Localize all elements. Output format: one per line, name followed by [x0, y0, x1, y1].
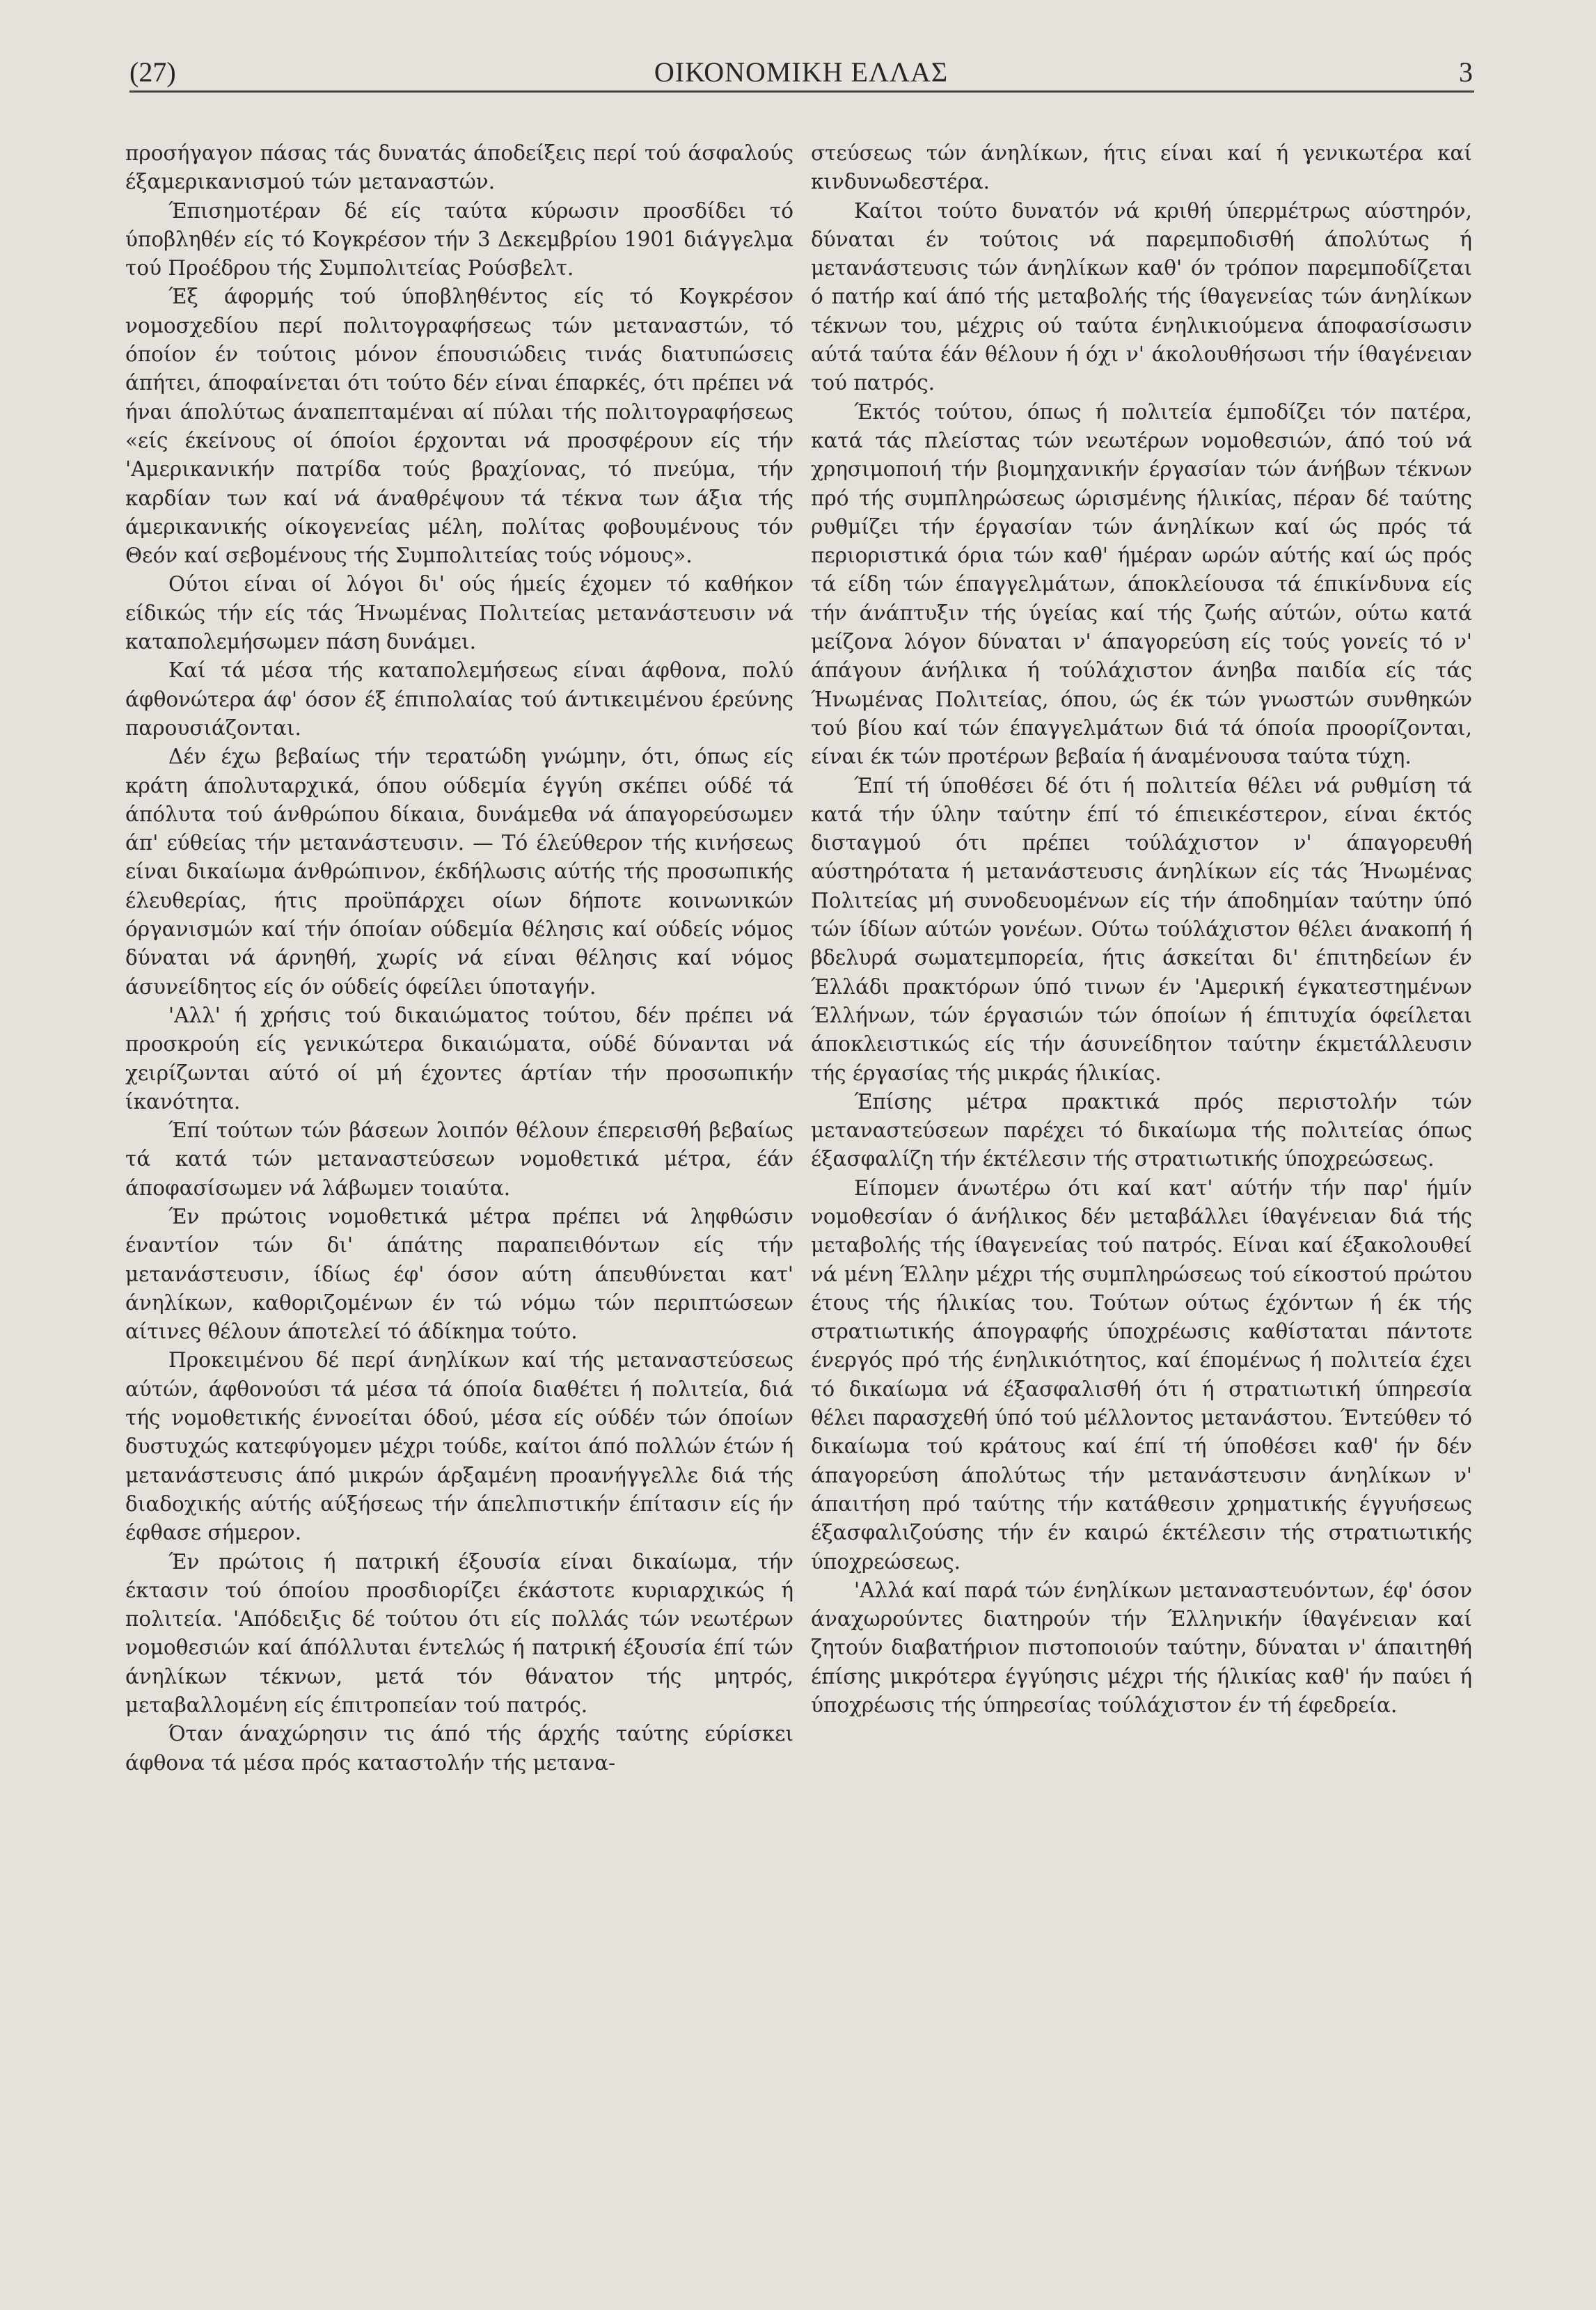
paragraph: Έξ άφορμής τού ύποβληθέντος είς τό Κογκρέσον νομοσχεδίου περί πολιτογραφήσεως τών μεταναστών, τό όποίον έν τούτοις μόνον έπουσιώδεις τινάς διατυπώσεις άπήτει, άποφαίνεται ότι τούτο δέν είναι έπαρκές, ότι πρέπει νά ήναι άπολύτως άναπεπταμέναι αί πύλαι τής πολιτογραφήσεως «είς έκείνους οί όποίοι έρχονται νά προσφέρουν είς τήν 'Αμερικανικήν πατρίδα τούς βραχίονας, τό πνεύμα, τήν καρδίαν των καί νά άναθρέψουν τά τέκνα των άξια τής άμερικανικής οίκογενείας μέλη, πολίτας φοβουμένους τόν Θεόν καί σεβομένους τής Συμπολιτείας τούς νόμους». — [125, 285, 793, 568]
right-column — [811, 139, 1472, 1720]
paragraph: Είπομεν άνωτέρω ότι καί κατ' αύτήν τήν παρ' ήμίν νομοθεσίαν ό άνήλικος δέν μεταβάλλει ίθαγένειαν διά τής μεταβολής τής ίθαγενείας τού πατρός. Είναι καί έξακολουθεί νά μένη Έλλην μέχρι τής συμπληρώσεως τού είκοστού πρώτου έτους τής ήλικίας του. Τούτων ούτως έχόντων ή έκ τής στρατιωτικής άπογραφής ύποχρέωσις καθίσταται πάντοτε ένεργός πρό τής ένηλικιότητος, καί έπομένως ή πολιτεία έχει τό δικαίωμα νά έξασφαλισθή ότι ή στρατιωτική ύπηρεσία θέλει παρασχεθή ύπό τού μέλλοντος μετανάστου. Έντεύθεν τό δικαίωμα τού κράτους καί έπί τή ύποθέσει καθ' ήν δέν άπαγορεύση άπολύτως τήν μετανάστευσιν άνηλίκων ν' άπαιτήση πρό ταύτης τήν κατάθεσιν χρηματικής έγγυήσεως έξασφαλιζούσης τήν έν καιρώ έκτέλεσιν τής στρατιωτικής ύποχρεώσεως. — [811, 1176, 1472, 1574]
paragraph: 'Αλλά καί παρά τών ένηλίκων μεταναστευόντων, έφ' όσον άναχωρούντες διατηρούν τήν Έλληνικήν ίθαγένειαν καί ζητούν διαβατήριον πιστοποιούν ταύτην, δύναται ν' άπαιτηθή έπίσης μικρότερα έγγύησις μέχρι τής ήλικίας καθ' ήν παύει ή ύποχρέωσις τής ύπηρεσίας τούλάχιστον έν τή έφεδρεία. — [811, 1578, 1472, 1718]
paragraph: Έν πρώτοις νομοθετικά μέτρα πρέπει νά ληφθώσιν έναντίον τών δι' άπάτης παραπειθόντων είς τήν μετανάστευσιν, ίδίως έφ' όσον αύτη άπευθύνεται κατ' άνηλίκων, καθοριζομένων έν τώ νόμω τών περιπτώσεων αίτινες θέλουν άποτελεί τό άδίκημα τούτο. — [125, 1204, 793, 1344]
left-column — [125, 139, 793, 1778]
paragraph: Προκειμένου δέ περί άνηλίκων καί τής μεταναστεύσεως αύτών, άφθονούσι τά μέσα τά όποία διαθέτει ή πολιτεία, διά τής νομοθετικής έννοείται όδού, μέσα είς ούδέν τών όποίων δυστυχώς κατεφύγομεν μέχρι τούδε, καίτοι άπό πολλών έτών ή μετανάστευσις άπό μικρών άρξαμένη προανήγγελλε διά τής διαδοχικής αύτής αύξήσεως τήν άπελπιστικήν έπίτασιν είς ήν έφθασε σήμερον. — [125, 1348, 793, 1545]
page-number: 3 — [1459, 56, 1473, 88]
page-header — [129, 50, 1473, 92]
paragraph: Έκτός τούτου, όπως ή πολιτεία έμποδίζει τόν πατέρα, κατά τάς πλείστας τών νεωτέρων νομοθεσιών, άπό τού νά χρησιμοποιή τήν βιομηχανικήν έργασίαν τών άνήβων τέκνων πρό τής συμπληρώσεως ώρισμένης ήλικίας, πέραν δέ ταύτης ρυθμίζει τήν έργασίαν τών άνηλίκων καί ώς πρός τά περιοριστικά όρια τών καθ' ήμέραν ωρών αύτής καί ώς πρός τά είδη τών έπαγγελμάτων, άποκλείουσα τά έπικίνδυνα είς τήν άνάπτυξιν τής ύγείας καί τής ζωής αύτών, ούτω κατά μείζονα λόγον δύναται ν' άπαγορεύση είς τούς γονείς τό ν' άπάγουν άνήλικα ή τούλάχιστον άνηβα παιδία είς τάς Ήνωμένας Πολιτείας, όπου, ώς έκ τών γνωστών συνθηκών τού βίου καί τών έπαγγελμάτων διά τά όποία προορίζονται, είναι έκ τών προτέρων βεβαία ή άναμένουσα ταύτα τύχη. — [811, 399, 1472, 769]
paragraph: Όταν άναχώρησιν τις άπό τής άρχής ταύτης εύρίσκει άφθονα τά μέσα πρός καταστολήν τής μετανα- — [125, 1722, 793, 1775]
publication-title: ΟΙΚΟΝΟΜΙΚΗ ΕΛΛΑΣ — [654, 56, 949, 88]
paragraph: Ούτοι είναι οί λόγοι δι' ούς ήμείς έχομεν τό καθήκον είδικώς τήν είς τάς Ήνωμένας Πολιτείας μετανάστευσιν νά καταπολεμήσωμεν πάση δυνάμει. — [125, 572, 793, 654]
header-rule — [129, 90, 1474, 93]
paragraph: Καί τά μέσα τής καταπολεμήσεως είναι άφθονα, πολύ άφθονώτερα άφ' όσον έξ έπιπολαίας τού άντικειμένου έρεύνης παρουσιάζονται. — [125, 658, 793, 740]
paragraph: προσήγαγον πάσας τάς δυνατάς άποδείξεις περί τού άσφαλούς έξαμερικανισμού τών μεταναστών. — [125, 141, 793, 194]
paragraph: Δέν έχω βεβαίως τήν τερατώδη γνώμην, ότι, όπως είς κράτη άπολυταρχικά, όπου ούδεμία έγγύη σκέπει ούδέ τά άπόλυτα τού άνθρώπου δίκαια, δυνάμεθα νά άπαγορεύσωμεν άπ' εύθείας τήν μετανάστευσιν. — Τό έλεύθερον τής κινήσεως είναι δικαίωμα άνθρώπινον, έκδήλωσις αύτής τής προσωπικής έλευθερίας, ήτις προϋπάρχει οίων δήποτε κοινωνικών όργανισμών καί τήν όποίαν ούδεμία θέλησις καί ούδείς νόμος δύναται νά άρνηθή, χωρίς νά είναι θέλησις καί νόμος άσυνείδητος είς όν ούδείς όφείλει ύποταγήν. — [125, 745, 793, 999]
paragraph: Έν πρώτοις ή πατρική έξουσία είναι δικαίωμα, τήν έκτασιν τού όποίου προσδιορίζει έκάστοτε κυριαρχικώς ή πολιτεία. 'Απόδειξις δέ τούτου ότι είς πολλάς τών νεωτέρων νομοθεσιών καί άπόλλυται έντελώς ή πατρική έξουσία έπί τών άνηλίκων τέκνων, μετά τόν θάνατον τής μητρός, μεταβαλλομένη είς έπιτροπείαν τού πατρός. — [125, 1549, 793, 1718]
paragraph: Έπίσης μέτρα πρακτικά πρός περιστολήν τών μεταναστεύσεων παρέχει τό δικαίωμα τής πολιτείας όπως έξασφαλίζη τήν έκτέλεσιν τής στρατιωτικής ύποχρεώσεως. — [811, 1089, 1472, 1171]
paragraph: Έπί τούτων τών βάσεων λοιπόν θέλουν έπερεισθή βεβαίως τά κατά τών μεταναστεύσεων νομοθετικά μέτρα, έάν άποφασίσωμεν νά λάβωμεν τοιαύτα. — [125, 1118, 793, 1200]
issue-number: (27) — [129, 56, 176, 88]
paragraph: Έπί τή ύποθέσει δέ ότι ή πολιτεία θέλει νά ρυθμίση τά κατά τήν ύλην ταύτην έπί τό έπιεικέστερον, είναι έκτός δισταγμού ότι πρέπει τούλάχιστον ν' άπαγορευθή αύστηρότατα ή μετανάστευσις άνηλίκων είς τάς Ήνωμένας Πολιτείας μή συνοδευομένων είς τήν άποδημίαν ταύτην ύπό τών ίδίων αύτών γονέων. Ούτω τούλάχιστον θέλει άνακοπή ή βδελυρά σωματεμπορεία, ήτις άσκείται δι' έπιτηδείων έν Έλλάδι πρακτόρων ύπό τινων έν 'Αμερική έγκατεστημένων Έλλήνων, τών έργασιών τών όποίων ή έπιτυχία όφείλεται άποκλειστικώς είς τήν άσυνείδητον ταύτην έκμετάλλευσιν τής έργασίας τής μικράς ήλικίας. — [811, 773, 1472, 1085]
paragraph: Καίτοι τούτο δυνατόν νά κριθή ύπερμέτρως αύστηρόν, δύναται έν τούτοις νά παρεμποδισθή άπολύτως ή μετανάστευσις τών άνηλίκων καθ' όν τρόπον παρεμποδίζεται ό πατήρ καί άπό τής μεταβολής τής ίθαγενείας τών άνηλίκων τέκνων του, μέχρις ού ταύτα ένηλικιούμενα άποφασίσωσιν αύτά ταύτα έάν θέλουν ή όχι ν' άκολουθήσωσι τήν ίθαγένειαν τού πατρός. — [811, 198, 1472, 395]
paragraph: 'Αλλ' ή χρήσις τού δικαιώματος τούτου, δέν πρέπει νά προσκρούη είς γενικώτερα δικαιώματα, ούδέ δύνανται νά χειρίζωνται αύτό οί μή έχοντες άρτίαν τήν προσωπικήν ίκανότητα. — [125, 1003, 793, 1114]
paragraph: στεύσεως τών άνηλίκων, ήτις είναι καί ή γενικωτέρα καί κινδυνωδεστέρα. — [811, 141, 1472, 194]
paragraph: Έπισημοτέραν δέ είς ταύτα κύρωσιν προσδίδει τό ύποβληθέν είς τό Κογκρέσον τήν 3 Δεκεμβρίου 1901 διάγγελμα τού Προέδρου τής Συμπολιτείας Ρούσβελτ. — [125, 198, 793, 280]
